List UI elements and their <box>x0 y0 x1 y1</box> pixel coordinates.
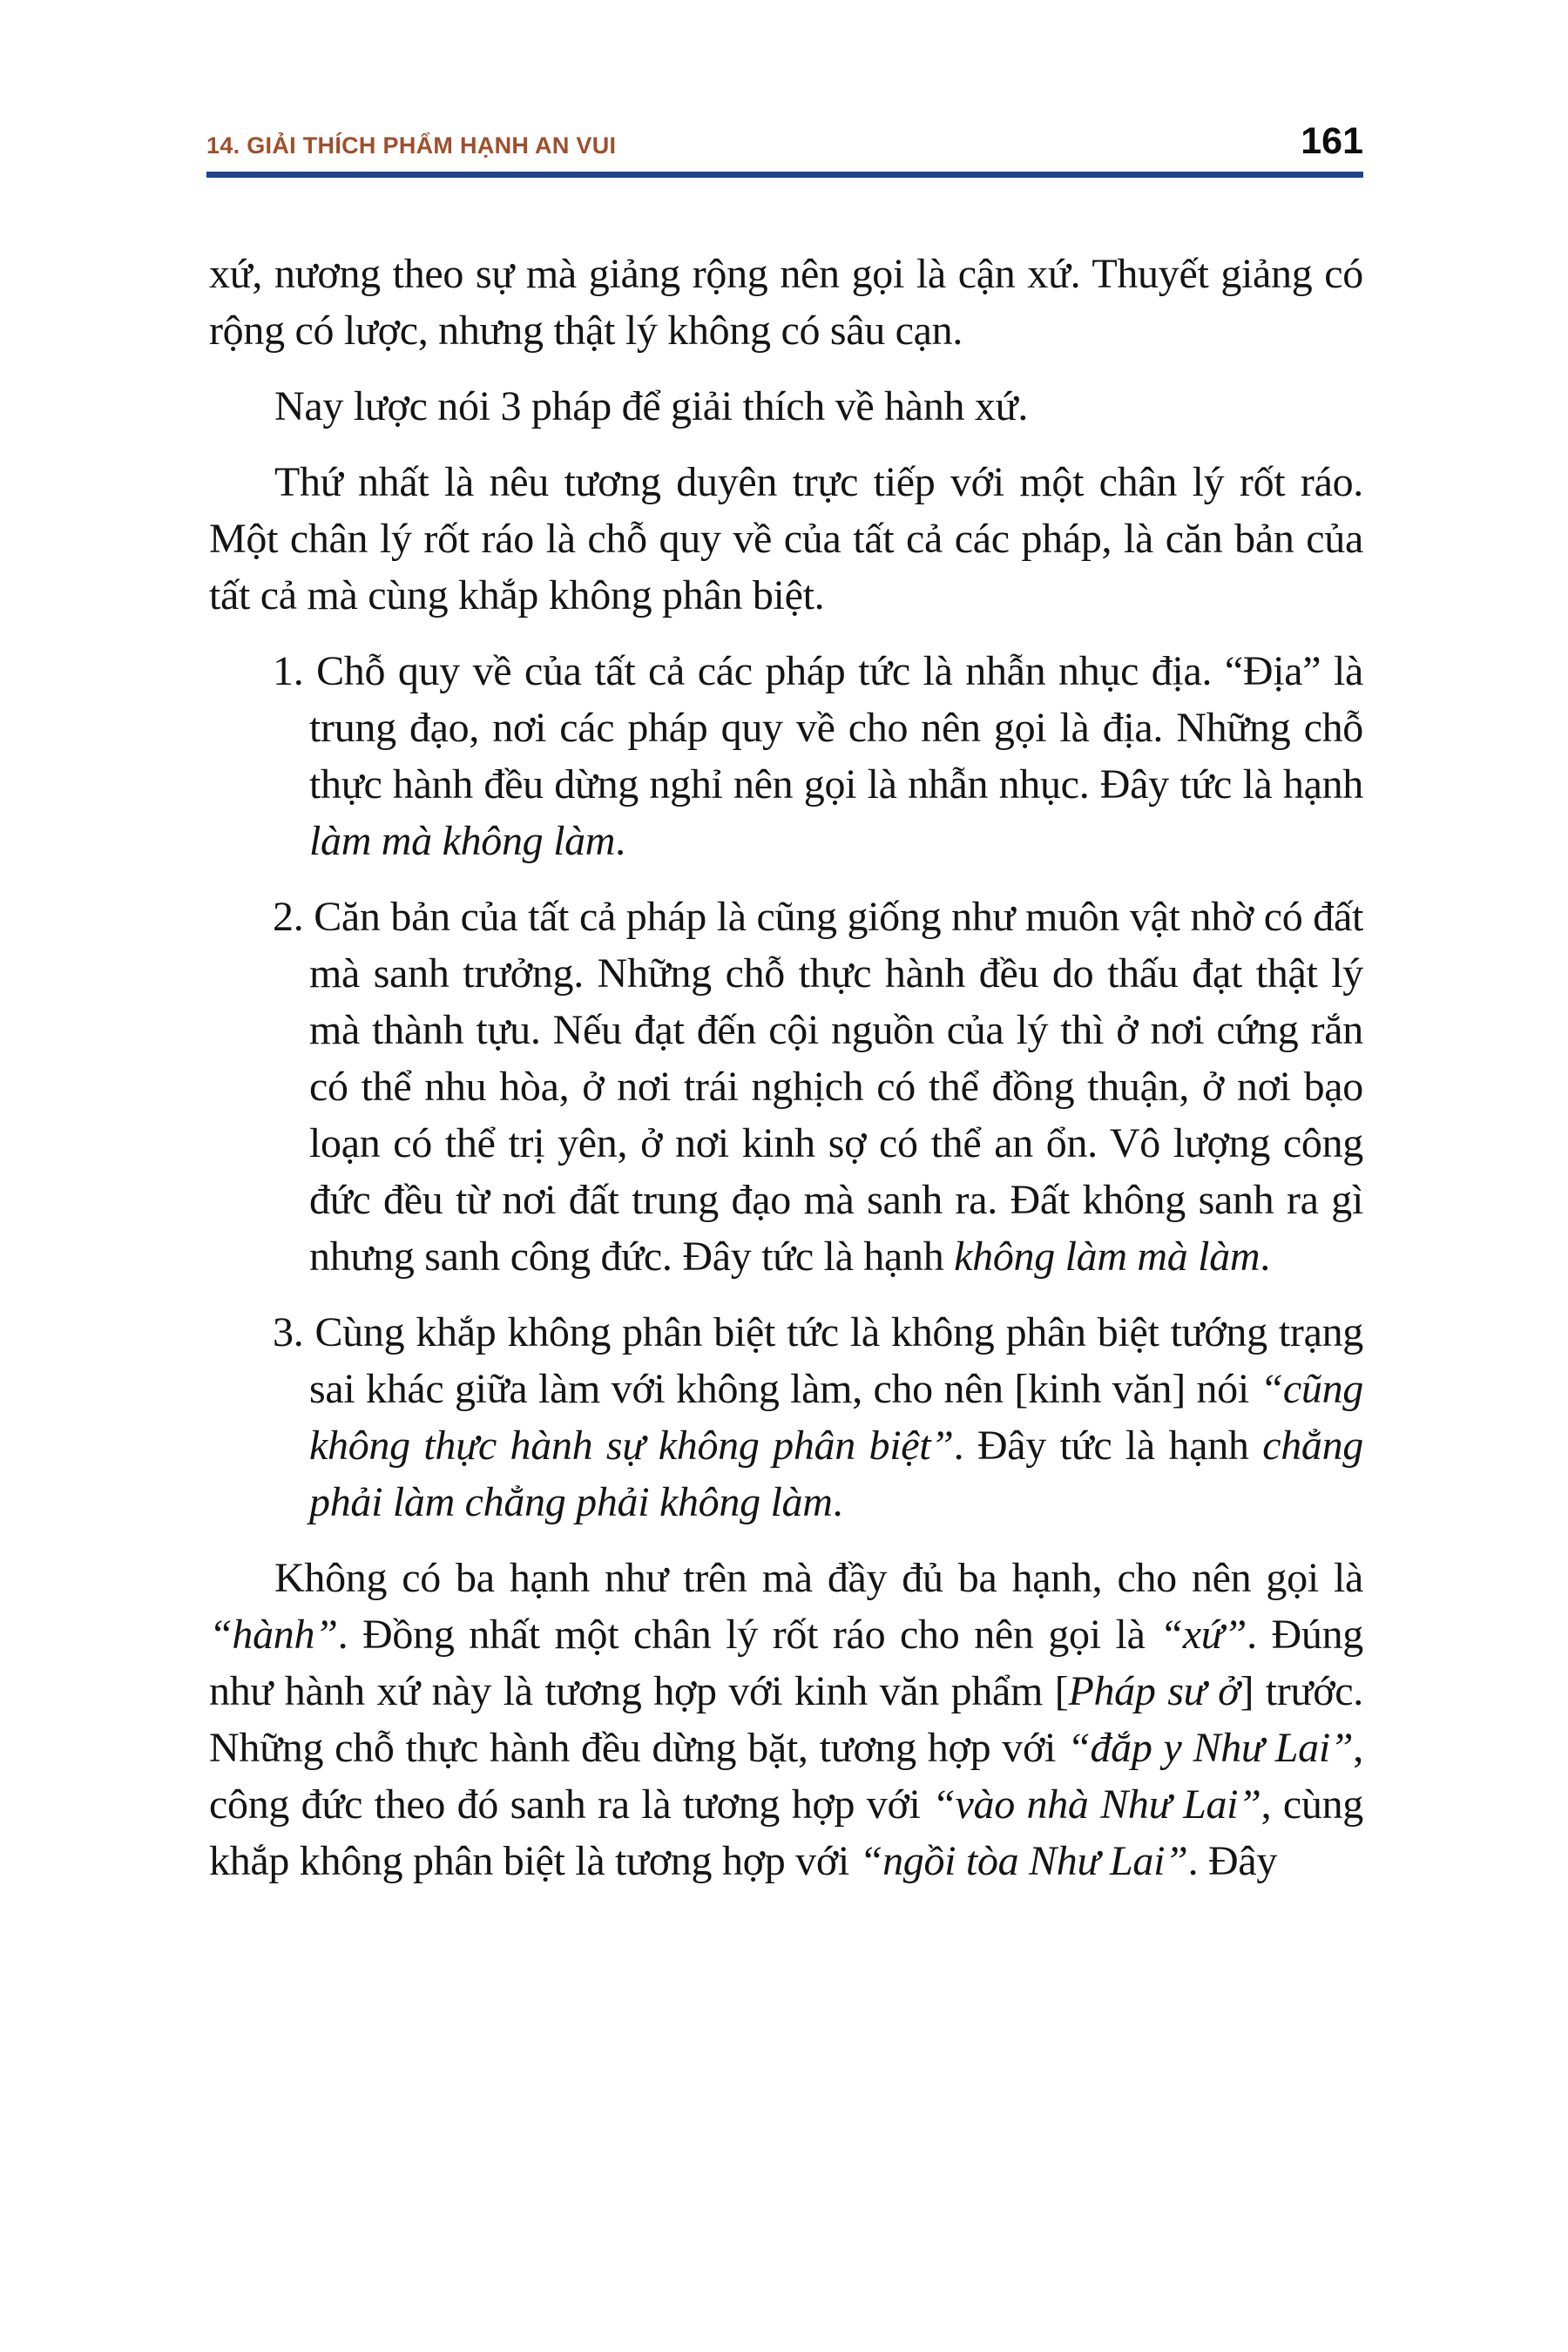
emphasis-text: “xứ” <box>1159 1612 1247 1658</box>
list-number: 1. <box>273 648 317 694</box>
paragraph <box>209 454 1363 624</box>
text-run: . Đúng như hành xứ này là tương hợp với kinh văn phẩm [ <box>209 1612 1363 1714</box>
text-run: , công đức theo đó sanh ra là tương hợp với <box>209 1725 1363 1828</box>
text-run: ] trước. Những chỗ thực hành đều dừng bặt, tương hợp với <box>209 1668 1363 1771</box>
text-run: Căn bản của tất cả pháp là cũng giống như muôn vật nhờ có đất mà sanh trưởng. Những chỗ thực hành đều do thấu đạt thật lý mà thành tựu. Nếu đạt đến cội nguồn của lý thì ở nơi cứng rắn có thể nhu hòa, ở nơi trái nghịch có thể đồng thuận, ở nơi bạo loạn có thể trị yên, ở nơi kinh sợ có thể an ổn. Vô lượng công đức đều từ nơi đất trung đạo mà sanh ra. Đất không sanh ra gì nhưng sanh công đức. Đây tức là hạnh <box>309 894 1363 1280</box>
text-run: . <box>615 818 625 864</box>
chapter-title: 14. GIẢI THÍCH PHẨM HẠNH AN VUI <box>206 132 617 159</box>
paragraph <box>209 246 1363 359</box>
emphasis-text: không làm mà làm <box>954 1233 1260 1280</box>
list-item <box>209 643 1363 869</box>
page-header <box>206 120 1363 163</box>
emphasis-text: Pháp sư ở <box>1068 1668 1240 1714</box>
emphasis-text: “cũng không thực hành sự không phân biệt” <box>309 1366 1363 1469</box>
text-run: xứ, nương theo sự mà giảng rộng nên gọi là cận xứ. Thuyết giảng có rộng có lược, nhưng thật lý không có sâu cạn. <box>209 251 1363 354</box>
emphasis-text: “vào nhà Như Lai” <box>932 1781 1261 1828</box>
paragraph <box>209 1550 1363 1889</box>
text-run: . <box>832 1479 843 1525</box>
text-run: Nay lược nói 3 pháp để giải thích về hành xứ. <box>274 383 1029 429</box>
text-run: . Đây tức là hạnh <box>953 1423 1263 1469</box>
text-run: . <box>1260 1233 1270 1280</box>
emphasis-text: “ngồi tòa Như Lai” <box>859 1838 1188 1884</box>
list-item <box>209 889 1363 1285</box>
emphasis-text: làm mà không làm <box>309 818 616 864</box>
text-run: Cùng khắp không phân biệt tức là không phân biệt tướng trạng sai khác giữa làm với không làm, cho nên [kinh văn] nói <box>309 1309 1363 1412</box>
page-body <box>209 246 1363 1889</box>
text-run: Chỗ quy về của tất cả các pháp tức là nhẫn nhục địa. “Địa” là trung đạo, nơi các pháp quy về cho nên gọi là địa. Những chỗ thực hành đều dừng nghỉ nên gọi là nhẫn nhục. Đây tức là hạnh <box>309 648 1363 808</box>
list-item <box>209 1304 1363 1531</box>
text-run: Không có ba hạnh như trên mà đầy đủ ba hạnh, cho nên gọi là <box>274 1555 1363 1601</box>
list-number: 3. <box>273 1309 315 1355</box>
text-run: . Đây <box>1187 1838 1278 1884</box>
emphasis-text: “đắp y Như Lai” <box>1067 1725 1354 1771</box>
emphasis-text: chẳng phải làm chẳng phải không làm <box>309 1423 1363 1525</box>
emphasis-text: “hành” <box>209 1612 338 1658</box>
text-run: Thứ nhất là nêu tương duyên trực tiếp với một chân lý rốt ráo. Một chân lý rốt ráo là chỗ quy về của tất cả các pháp, là căn bản của tất cả mà cùng khắp không phân biệt. <box>209 459 1363 618</box>
text-run: . Đồng nhất một chân lý rốt ráo cho nên gọi là <box>337 1612 1160 1658</box>
page-number: 161 <box>1301 120 1363 162</box>
paragraph <box>209 378 1363 435</box>
list-number: 2. <box>273 894 314 940</box>
text-run: , cùng khắp không phân biệt là tương hợp với <box>209 1781 1363 1884</box>
header-rule-divider <box>206 172 1363 178</box>
